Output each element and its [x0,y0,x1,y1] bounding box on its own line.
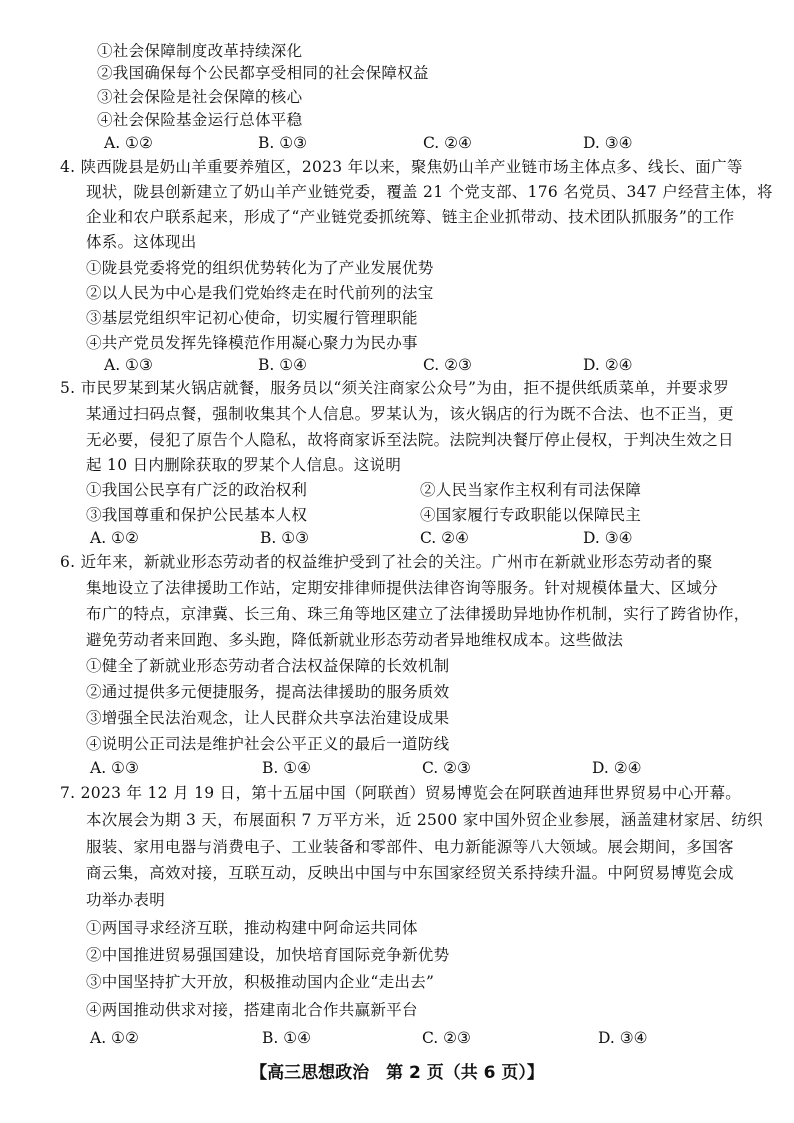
q6-option-c: C. ②③ [422,759,471,777]
q3-item-3: ③社会保险是社会保障的核心 [97,88,303,106]
q4-item-2: ②以人民为中心是我们党始终走在时代前列的法宝 [86,284,434,302]
q5-option-a: A. ①② [90,529,139,547]
q4-stem-line-2: 现状，陇县创新建立了奶山羊产业链党委，覆盖 21 个党支部、176 名党员、347 户经营主体，将 [86,183,773,201]
q6-item-1: ①健全了新就业形态劳动者合法权益保障的长效机制 [86,657,450,675]
q4-item-3: ③基层党组织牢记初心使命，切实履行管理职能 [86,309,418,327]
q5-item-1: ①我国公民享有广泛的政治权利 [86,481,308,499]
q7-option-a: A. ①② [90,1029,139,1047]
q6-stem-line-4: 避免劳动者来回跑、多头跑，降低新就业形态劳动者异地维权成本。这些做法 [86,631,624,649]
q4-stem-line-3: 企业和农户联系起来，形成了“产业链党委抓统筹、链主企业抓带动、技术团队抓服务”的工作 [86,208,735,226]
q6-option-b: B. ①④ [262,759,312,777]
q7-item-1: ①两国寻求经济互联，推动构建中阿命运共同体 [86,919,418,937]
q6-item-3: ③增强全民法治观念，让人民群众共享法治建设成果 [86,709,450,727]
q5-item-4: ④国家履行专政职能以保障民主 [420,506,642,524]
q3-item-1: ①社会保障制度改革持续深化 [97,42,303,60]
q6-option-d: D. ②④ [592,759,642,777]
q7-option-b: B. ①④ [262,1029,312,1047]
q5-stem-line-3: 无必要，侵犯了原告个人隐私，故将商家诉至法院。法院判决餐厅停止侵权，于判决生效之日 [86,431,734,449]
q5-option-d: D. ③④ [583,529,633,547]
q7-stem-line-3: 服装、家用电器与消费电子、工业装备和零部件、电力新能源等八大领域。展会期间，多国客 [86,838,734,856]
q3-option-b: B. ①③ [258,134,308,152]
q4-stem-line-4: 体系。这体现出 [86,233,197,251]
q7-item-2: ②中国推进贸易强国建设，加快培育国际竞争新优势 [86,946,450,964]
page-footer: 【高三思想政治 第 2 页（共 6 页）】 [250,1063,544,1083]
q7-stem-line-5: 功举办表明 [86,891,166,909]
q5-option-b: B. ①③ [260,529,310,547]
q4-item-1: ①陇县党委将党的组织优势转化为了产业发展优势 [86,259,434,277]
q5-stem-line-2: 某通过扫码点餐，强制收集其个人信息。罗某认为，该火锅店的行为既不合法、也不正当，更 [86,405,734,423]
q3-option-a: A. ①② [104,134,153,152]
q4-option-b: B. ①④ [258,356,308,374]
q6-item-4: ④说明公正司法是维护社会公平正义的最后一道防线 [86,735,450,753]
q7-stem-line-4: 商云集，高效对接，互联互动，反映出中国与中东国家经贸关系持续升温。中阿贸易博览会成 [86,864,734,882]
q6-item-2: ②通过提供多元便捷服务，提高法律援助的服务质效 [86,683,450,701]
q4-option-a: A. ①③ [104,356,153,374]
q4-option-d: D. ②④ [583,356,633,374]
q7-stem-line-2: 本次展会为期 3 天，布展面积 7 万平方米，近 2500 家中国外贸企业参展，涵盖建材家居、纺织 [86,811,763,829]
q6-option-a: A. ①③ [90,759,139,777]
q3-item-2: ②我国确保每个公民都享受相同的社会保障权益 [97,64,429,82]
q5-option-c: C. ②④ [420,529,469,547]
q6-stem-line-1: 6. 近年来，新就业形态劳动者的权益维护受到了社会的关注。广州市在新就业形态劳动者的聚 [60,553,713,571]
q7-item-4: ④两国推动供求对接，搭建南北合作共赢新平台 [86,1001,418,1019]
q7-option-c: C. ②③ [422,1029,471,1047]
q3-option-d: D. ③④ [583,134,633,152]
q7-item-3: ③中国坚持扩大开放，积极推动国内企业“走出去” [86,973,435,991]
q7-option-d: D. ③④ [598,1029,648,1047]
q4-item-4: ④共产党员发挥先锋模范作用凝心聚力为民办事 [86,334,418,352]
q7-stem-line-1: 7. 2023 年 12 月 19 日，第十五届中国（阿联酋）贸易博览会在阿联酋迪拜世界贸易中心开幕。 [60,784,742,802]
q4-option-c: C. ②③ [423,356,472,374]
q6-stem-line-2: 集地设立了法律援助工作站，定期安排律师提供法律咨询等服务。针对规模体量大、区域分 [86,579,719,597]
q3-option-c: C. ②④ [423,134,472,152]
q5-stem-line-4: 起 10 日内删除获取的罗某个人信息。这说明 [86,456,402,474]
q4-stem-line-1: 4. 陕西陇县是奶山羊重要养殖区，2023 年以来，聚焦奶山羊产业链市场主体点多、线长、面广等 [60,158,743,176]
q6-stem-line-3: 布广的特点，京津冀、长三角、珠三角等地区建立了法律援助异地协作机制，实行了跨省协作， [86,605,750,623]
q3-item-4: ④社会保险基金运行总体平稳 [97,111,303,129]
q5-item-2: ②人民当家作主权利有司法保障 [420,481,642,499]
q5-item-3: ③我国尊重和保护公民基本人权 [86,506,308,524]
q5-stem-line-1: 5. 市民罗某到某火锅店就餐，服务员以“须关注商家公众号”为由，拒不提供纸质菜单，并要求罗 [60,379,730,397]
